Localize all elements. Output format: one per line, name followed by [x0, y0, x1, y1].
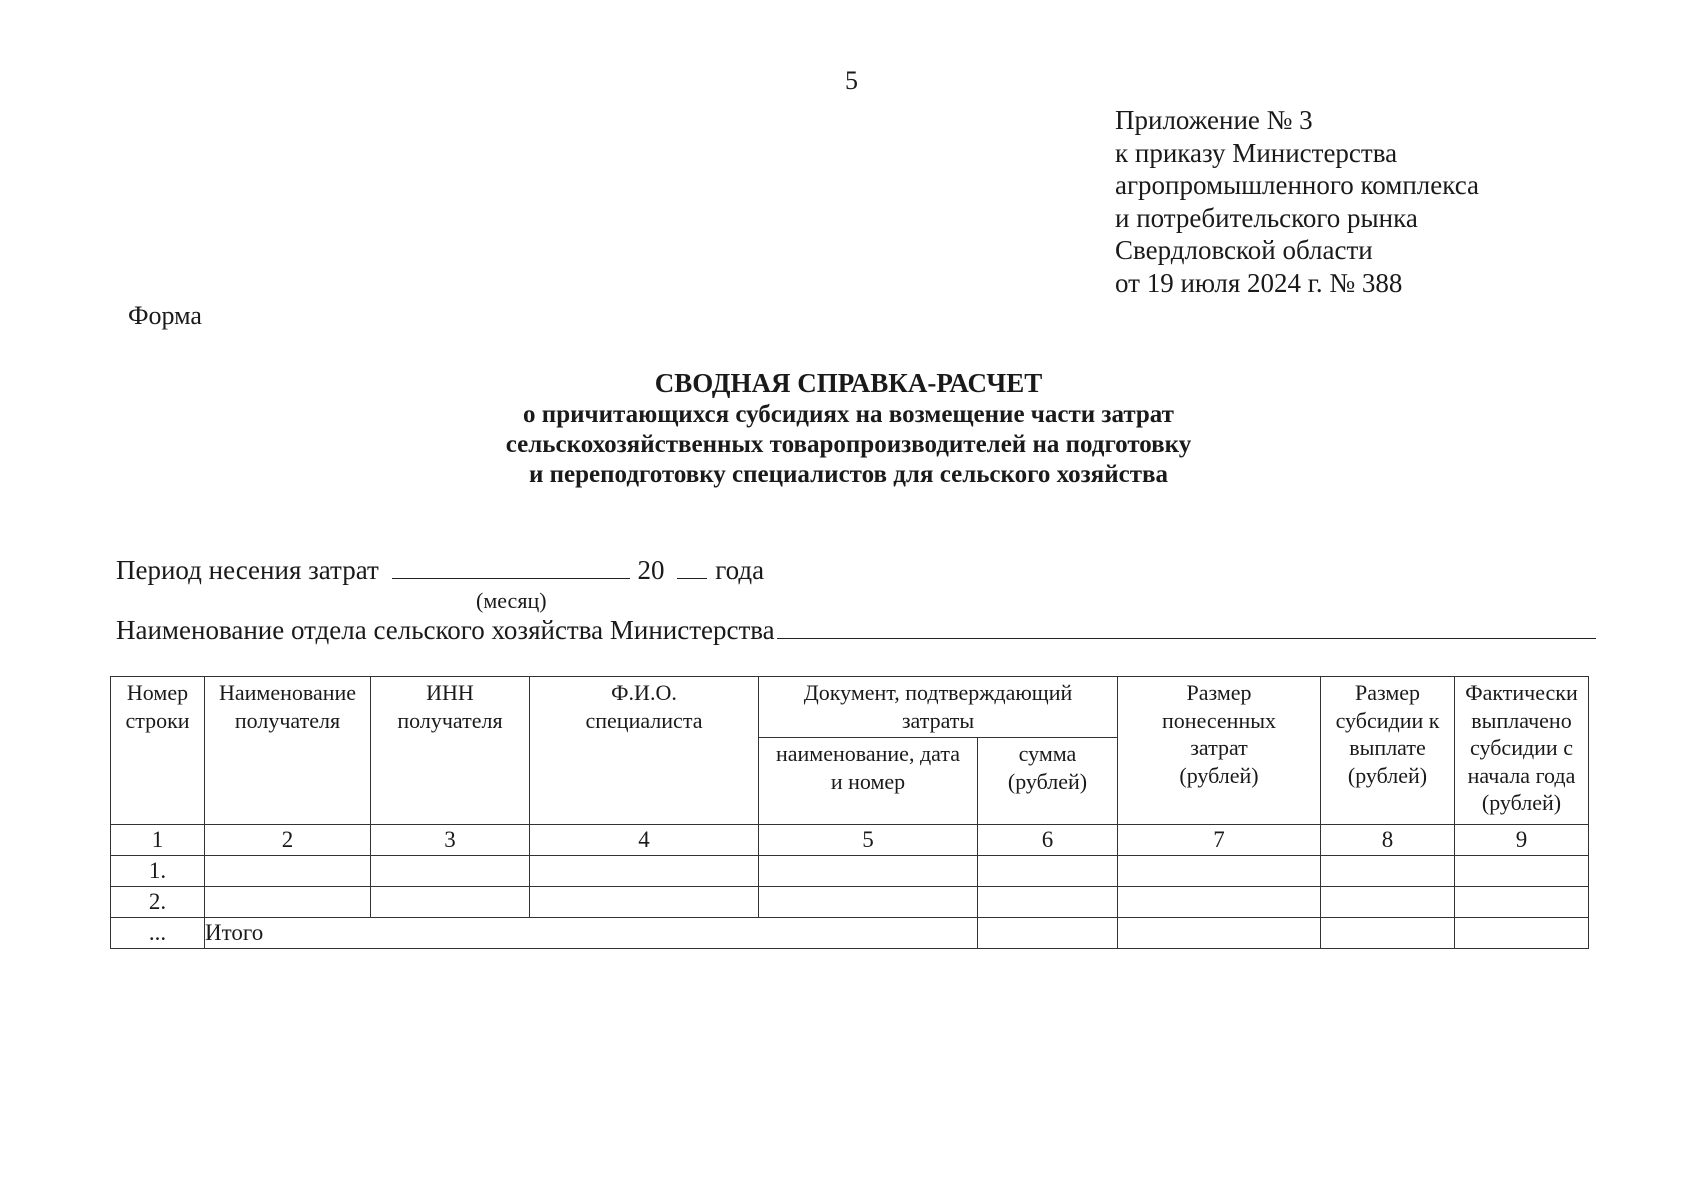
header-doc-name: наименование, дата и номер: [759, 738, 978, 825]
document-title: [0, 366, 1697, 490]
period-year-suffix: года: [715, 555, 765, 585]
header-doc-sum: сумма (рублей): [978, 738, 1118, 825]
table-cell[interactable]: [205, 856, 371, 887]
header-document: Документ, подтверждающий затраты: [759, 677, 1118, 738]
total-cell[interactable]: [1118, 918, 1321, 949]
column-number: 7: [1118, 825, 1321, 856]
total-label: Итого: [205, 918, 978, 949]
period-line: [116, 554, 764, 586]
row-number: 1.: [111, 856, 205, 887]
table-cell[interactable]: [530, 887, 759, 918]
table-cell[interactable]: [1321, 856, 1455, 887]
table-cell[interactable]: [530, 856, 759, 887]
period-label: Период несения затрат: [116, 555, 379, 585]
table-cell[interactable]: [978, 856, 1118, 887]
column-number: 9: [1455, 825, 1589, 856]
column-number: 5: [759, 825, 978, 856]
annex-line: агропромышленного комплекса: [1115, 170, 1479, 200]
column-number-row: [111, 825, 1589, 856]
column-number: 1: [111, 825, 205, 856]
column-number: 3: [371, 825, 530, 856]
table-row: [111, 887, 1589, 918]
table-cell[interactable]: [759, 887, 978, 918]
department-field[interactable]: [777, 614, 1596, 639]
page-number: 5: [845, 66, 858, 95]
total-cell[interactable]: [1321, 918, 1455, 949]
table-cell[interactable]: [205, 887, 371, 918]
header-row-number: Номер строки: [111, 677, 205, 825]
period-month-field[interactable]: [392, 554, 630, 579]
period-year-field[interactable]: [677, 554, 707, 579]
annex-line: Приложение № 3: [1115, 105, 1313, 135]
header-specialist: Ф.И.О. специалиста: [530, 677, 759, 825]
table-cell[interactable]: [1118, 856, 1321, 887]
table-row: [111, 856, 1589, 887]
total-row-number: ...: [111, 918, 205, 949]
department-label: Наименование отдела сельского хозяйства Министерства: [116, 615, 775, 645]
table-cell[interactable]: [759, 856, 978, 887]
table-cell[interactable]: [1455, 856, 1589, 887]
total-cell[interactable]: [1455, 918, 1589, 949]
total-row: [111, 918, 1589, 949]
table-cell[interactable]: [978, 887, 1118, 918]
table-cell[interactable]: [371, 856, 530, 887]
total-cell[interactable]: [978, 918, 1118, 949]
row-number: 2.: [111, 887, 205, 918]
header-subsidy: Размер субсидии к выплате (рублей): [1321, 677, 1455, 825]
subsidy-table: [110, 676, 1589, 949]
header-costs: Размер понесенных затрат (рублей): [1118, 677, 1321, 825]
annex-block: [1115, 104, 1479, 299]
title-main: СВОДНАЯ СПРАВКА-РАСЧЕТ: [654, 368, 1043, 398]
table-cell[interactable]: [1118, 887, 1321, 918]
column-number: 4: [530, 825, 759, 856]
column-number: 2: [205, 825, 371, 856]
table-cell[interactable]: [1455, 887, 1589, 918]
annex-line: и потребительского рынка: [1115, 202, 1418, 233]
department-line: [116, 614, 1596, 646]
annex-line: к приказу Министерства: [1115, 137, 1398, 168]
header-inn: ИНН получателя: [371, 677, 530, 825]
month-caption: (месяц): [476, 588, 547, 613]
title-subtitle-line: и переподготовку специалистов для сельского хозяйства: [529, 461, 1168, 488]
annex-line: от 19 июля 2024 г. № 388: [1115, 267, 1403, 298]
title-subtitle-line: сельскохозяйственных товаропроизводителей на подготовку: [505, 431, 1192, 458]
annex-line: Свердловской области: [1115, 235, 1373, 265]
period-year-prefix: 20: [637, 555, 665, 585]
table-cell[interactable]: [371, 887, 530, 918]
table-cell[interactable]: [1321, 887, 1455, 918]
header-paid: Фактически выплачено субсидии с начала года (рублей): [1455, 677, 1589, 825]
header-recipient-name: Наименование получателя: [205, 677, 371, 825]
column-number: 6: [978, 825, 1118, 856]
title-subtitle-line: о причитающихся субсидиях на возмещение части затрат: [523, 401, 1174, 428]
column-number: 8: [1321, 825, 1455, 856]
form-label: Форма: [128, 301, 202, 330]
